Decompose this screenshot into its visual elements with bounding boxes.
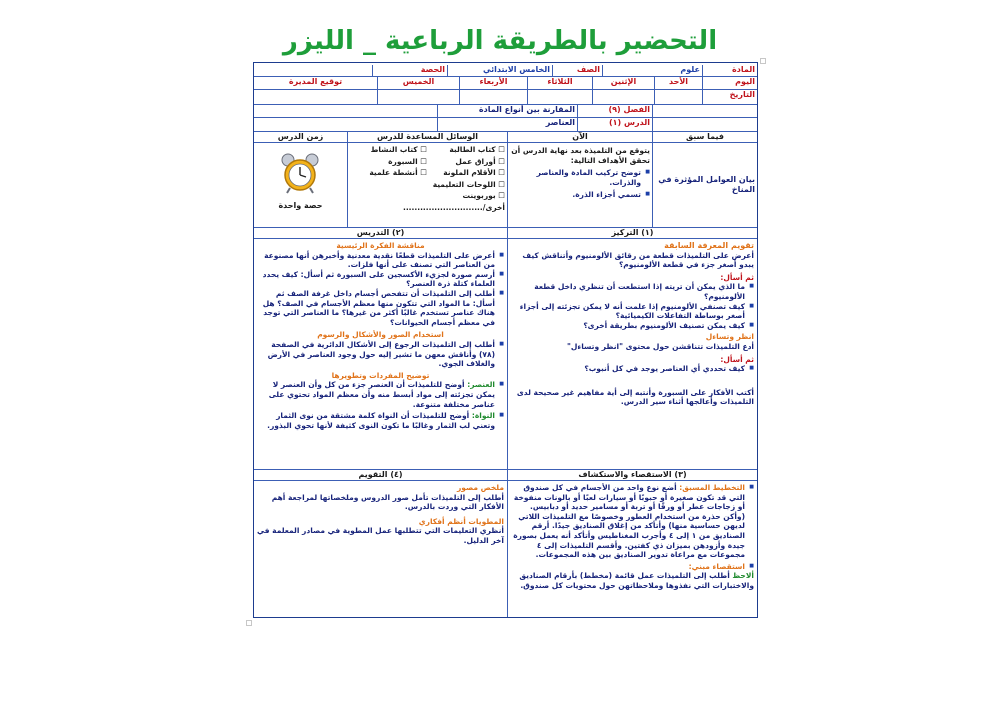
images-title: استخدام الصور والأشكال والرسوم <box>317 330 444 340</box>
vocab-item: ■ النواة: أوضح للتلميذات أن النواة كلمة مشتقة من نوى الثمار وتعني لب الثمار وغالبًا ما تكون النوى كثيفة لأنها تحوي البذور. <box>257 411 504 430</box>
day-monday: الإثنين <box>592 77 654 90</box>
before-text: بيان العوامل المؤثرة في المناخ <box>658 175 755 194</box>
aid-item: ☐ الأقلام الملونة <box>443 168 505 178</box>
aid-item: ☐ كتاب الطالبة <box>449 145 505 154</box>
before-head: فيما سبق <box>652 132 757 143</box>
focus-teach-row <box>254 239 757 470</box>
prior-knowledge-title: تقويم المعرفة السابقة <box>664 241 754 250</box>
date-label: التاريخ <box>702 90 757 105</box>
teach-item: ■ أطلب إلى التلميذات أن تتفحص أجسام داخل غرفة الصف ثم أسأل: ما المواد التي تتكون منها معظم الأجسام في الصف؟ هل هناك عناصر تستخدم غالبًا أكثر من غيرها؟ ما العناصر التي توجد في معظم أجسام الحيوانات؟ <box>257 289 504 327</box>
question-item: ■ ما الذي يمكن أن تريته إذا استطعت أن تنظري داخل قطعة الألومنيوم؟ <box>511 282 754 301</box>
teach-item: ■ أعرض على التلميذات قطعًا نقدية معدنية وأخبرهن أنها مصنوعة من العناصر التي تصنف على أنها فلزات. <box>257 251 504 270</box>
aids-col-2 <box>351 145 427 213</box>
aid-item: ☐ أنشطة علمية <box>369 168 427 178</box>
aid-item: أخرى/............................ <box>402 202 505 212</box>
ask-label: ثم أسأل: <box>720 272 754 282</box>
page-title: التحضير بالطريقة الرباعية _ الليزر <box>282 26 718 56</box>
lesson-row <box>254 118 757 132</box>
aids-cell <box>347 143 507 228</box>
inquiry-eval-row <box>254 481 757 617</box>
objectives-intro: يتوقع من التلميذة بعد نهاية الدرس أن تحقق الأهداف التالية: <box>511 146 650 165</box>
section-head-row-2 <box>254 470 757 481</box>
period-label: الحصة <box>372 65 447 77</box>
ask-label: ثم أسأل: <box>720 354 754 364</box>
focus-note: أكتب الأفكار على السبورة وأنتبه إلى أية مفاهيم غير صحيحة لدى التلميذات وأعالجها أثناء سير الدرس. <box>516 387 754 407</box>
aids-head: الوسائل المساعدة للدرس <box>347 132 507 143</box>
objective-item: ■ توضح تركيب المادة والعناصر والذرات. <box>510 168 650 187</box>
day-tuesday: الثلاثاء <box>527 77 592 90</box>
subject-value: علوم <box>602 65 702 77</box>
vocab-title: توضيح المفردات وتطويرها <box>331 370 430 380</box>
blank-cell <box>652 105 757 118</box>
columns-content-row <box>254 143 757 228</box>
organizer-title: المطويات أنظم أفكاري <box>418 516 504 526</box>
section-head-row-1 <box>254 228 757 239</box>
lesson-label: الدرس (١) <box>577 118 652 132</box>
simple-inquiry-title: ■ استقصاء مبني: <box>511 562 754 572</box>
header-row-subject <box>254 65 757 77</box>
crop-mark <box>246 620 252 626</box>
chapter-label: الفصل (٩) <box>577 105 652 118</box>
teach-item: ■ أرسم صورة لجزيء الأكسجين على السبورة ثم أسأل: كيف يحدد العلماء كتلة ذرة العنصر؟ <box>257 270 504 289</box>
question-item: ■ كيف تصنفي الألومنيوم إذا علمت أنه لا يمكن تجزئته إلى أجزاء أصغر بوساطة التفاعلات الكيميائية؟ <box>511 302 754 321</box>
alarm-clock-icon <box>278 151 322 195</box>
aid-item: ☐ أوراق عمل <box>455 156 505 166</box>
header-row-date <box>254 90 757 105</box>
focus-head: (١) التركيز <box>507 228 757 239</box>
time-head: زمن الدرس <box>254 132 347 143</box>
blank-cell <box>652 118 757 132</box>
lesson-plan-sheet <box>253 62 758 618</box>
date-cell <box>592 90 654 105</box>
teach-head: (٢) التدريس <box>254 228 507 239</box>
summary-text: أطلب إلى التلميذات تأمل صور الدروس وملخصاتها لمراجعة أهم الأفكار التي وردت بالدرس. <box>271 492 504 512</box>
day-wednesday: الأربعاء <box>459 77 527 90</box>
subject-label: المادة <box>702 65 757 77</box>
organizer-text: أنظري التعليمات التي تتطلبها عمل المطوية في مصادر المعلمة في آخر الدليل. <box>257 526 504 545</box>
columns-head-row <box>254 132 757 143</box>
vocab-item: ■ العنصر: أوضح للتلميذات أن العنصر جزء من كل وأن العنصر لا يمكن تجزئته إلى مواد أبسط منه وأن معظم المواد تحتوي على عناصر مختلفة متنوعة. <box>257 380 504 409</box>
prior-knowledge-text: أعرض على التلميذات قطعة من رقائق الألومنيوم وأتناقش كيف يبدو أصغر جزء في قطعة الألومنيوم؟ <box>522 250 754 270</box>
date-cell <box>377 90 459 105</box>
crop-mark <box>760 58 766 64</box>
teach-cell <box>254 239 507 470</box>
eval-head: (٤) التقويم <box>254 470 507 481</box>
blank-cell <box>254 118 437 132</box>
day-thursday: الخميس <box>377 77 459 90</box>
time-cell <box>254 143 347 228</box>
before-cell <box>652 143 757 228</box>
inquiry-cell <box>507 481 757 617</box>
aid-item: ☐ اللوحات التعليمية <box>432 179 505 189</box>
wonder-title: انظر وتساءل <box>705 332 754 342</box>
summary-title: ملخص مصور <box>456 483 504 492</box>
main-idea-title: مناقشة الفكرة الرئيسية <box>336 241 425 250</box>
focus-cell <box>507 239 757 470</box>
blank-cell <box>254 105 437 118</box>
aid-item: ☐ كتاب النشاط <box>370 145 427 154</box>
wonder-text: أدع التلميذات تتناقشن حول محتوى "انظر وتساءل" <box>566 341 754 351</box>
plan-item: ■ التخطيط المسبق: أضع نوع واحد من الأجسام في كل صندوق التي قد تكون صغيرة أو حبوبًا أو سيارات لعبًا أو بالونات منفوخة أو زجاجات عطر أو ورقًا أو تربة أو مسامير حديد أو دبابيس. (وأكن حذرة من استخدام العطور وخصوصًا مع التلميذات اللاتي لديهن حساسية منها) وأتأكد من إغلاق الصناديق جيدًا. أرقم الصناديق من ١ إلى ٤ وأجرب المغناطيس وأتأكد أنه يعمل بصورة جيدة وأزودهن بميزان ذي كفتين. وأقسم التلميذات إلى ٤ مجموعات مع مراعاة تدوير الصناديق بين هذه المجموعات. <box>511 483 754 560</box>
period-value <box>254 65 372 77</box>
question-item: ■ كيف تحددي أي العناصر يوجد في كل أنبوب؟ <box>511 364 754 374</box>
header-row-days <box>254 77 757 90</box>
lesson-title: العناصر <box>437 118 577 132</box>
teach-item: ■ أطلب إلى التلميذات الرجوع إلى الأشكال الدائرية في الصفحة (٧٨) وأناقش معهن ما تشير إليه حول وجود العناصر في الأرض والغلاف الجوي. <box>257 340 504 369</box>
aid-item: ☐ السبورة <box>388 156 427 166</box>
inquiry-head: (٣) الاستقصاء والاستكشاف <box>507 470 757 481</box>
simple-inquiry-text: ألاحظ أطلب إلى التلميذات عمل قائمة (مخطط) بأرقام الصناديق والاختبارات التي نفذوها وملاحظاتهن حول محتويات كل صندوق. <box>519 571 754 590</box>
chapter-title: المقارنة بين أنواع المادة <box>437 105 577 118</box>
time-text: حصة واحدة <box>278 201 323 210</box>
objective-item: ■ تسمي أجزاء الذرة. <box>510 190 650 200</box>
principal-signature: توقيع المديرة <box>254 77 377 90</box>
aid-item: ☐ بوربوينت <box>462 191 505 201</box>
date-cell <box>527 90 592 105</box>
objectives-cell <box>507 143 652 228</box>
question-item: ■ كيف يمكن تصنيف الألومنيوم بطريقة أخرى؟ <box>511 321 754 331</box>
chapter-row <box>254 105 757 118</box>
date-cell <box>654 90 702 105</box>
grade-label: الصف <box>552 65 602 77</box>
now-head: الآن <box>507 132 652 143</box>
grade-value: الخامس الابتدائي <box>447 65 552 77</box>
day-sunday: الأحد <box>654 77 702 90</box>
day-label: اليوم <box>702 77 757 90</box>
date-cell <box>459 90 527 105</box>
signature-cell <box>254 90 377 105</box>
eval-cell <box>254 481 507 617</box>
